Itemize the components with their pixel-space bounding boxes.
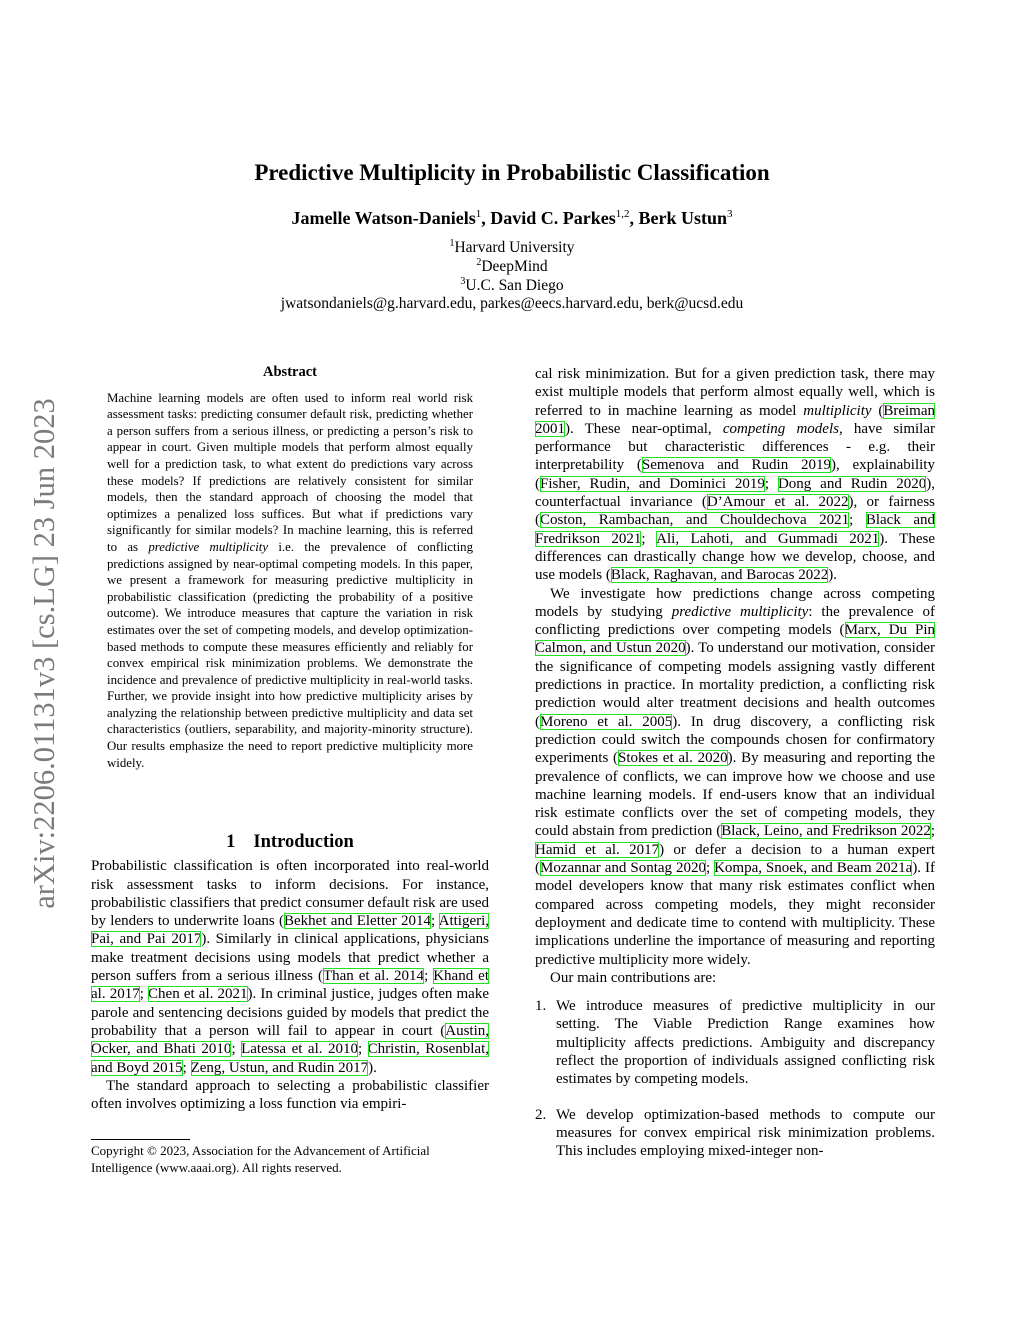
text-run: ) or defer a decision to a human expert ( (535, 841, 935, 877)
citation-link[interactable]: Black and Fredrikson 2021 (535, 512, 935, 547)
emphasis: predictive multiplicity (671, 603, 809, 620)
author-emails: jwatsondaniels@g.harvard.edu, parkes@eecs.harvard.edu, berk@ucsd.edu (280, 295, 744, 312)
citation-link[interactable]: Bekhet and Eletter 2014 (284, 913, 431, 930)
text-run: ). In drug discovery, a conflicting risk prediction could switch the compounds chosen for confirmatory experiments ( (535, 713, 936, 767)
citation-link[interactable]: Black, Leino, and Fredrikson 2022 (721, 823, 931, 840)
author-affiliation-mark: 3 (726, 208, 733, 220)
author-affiliation-mark: 1 (475, 208, 482, 220)
text-run: ( (871, 402, 884, 419)
affiliation (0, 276, 1024, 295)
citation-link[interactable]: Hamid et al. 2017 (535, 841, 660, 858)
text-run: ). By measuring and reporting the prevalence of conflicts, we can improve how we choose and use machine learning models. If end-users know that an individual risk estimate conflicts over the set of competing models, they could abstain from prediction ( (535, 750, 936, 840)
citation-link[interactable]: Christin, Rosenblat, and Boyd 2015 (91, 1041, 489, 1076)
citation-link[interactable]: Semenova and Rudin 2019 (641, 457, 831, 474)
author-separator: , (629, 208, 639, 228)
list-number: 1. (535, 998, 547, 1015)
paragraph: The standard approach to selecting a probabilistic classifier often involves optimizing a loss function via empiri- (91, 1077, 489, 1113)
author-separator: , (481, 208, 491, 228)
text-run: ). (368, 1059, 377, 1076)
contributions-list (535, 997, 935, 1160)
citation-link[interactable]: Breiman 2001 (535, 402, 935, 437)
list-item (535, 997, 935, 1088)
text-run: ; (139, 986, 149, 1003)
citation-link[interactable]: Than et al. 2014 (322, 968, 425, 985)
emphasis: predictive multiplicity (148, 539, 269, 554)
citation-link[interactable]: Ali, Lahoti, and Gummadi 2021 (656, 530, 880, 547)
citation-link[interactable]: Chen et al. 2021 (148, 986, 248, 1003)
text-run: cal risk minimization. But for a given prediction task, there may exist multiple models that perform almost equally well, which is referred to in machine learning as model (535, 366, 935, 419)
citation-link[interactable]: Stokes et al. 2020 (618, 750, 728, 767)
text-run: ; (424, 968, 434, 985)
list-number: 2. (535, 1106, 547, 1123)
emphasis: competing models (722, 420, 839, 437)
text-run: ; (641, 530, 657, 547)
citation-link[interactable]: Marx, Du Pin Calmon, and Ustun 2020 (535, 622, 935, 657)
author-name: Jamelle Watson-Daniels (291, 208, 476, 228)
affiliation-mark: 2 (476, 257, 482, 268)
text-run: ). Similarly in clinical applications, physicians make treatment decisions using models that predict whether a person suffers from a serious illness ( (91, 931, 489, 985)
text-run: ). These differences can drastically change how we develop, choose, and use models ( (535, 530, 935, 584)
footnote-rule (91, 1139, 190, 1140)
author-name: Berk Ustun (638, 208, 727, 228)
paragraph: Our main contributions are: (550, 969, 717, 986)
section-number: 1 (226, 832, 236, 852)
emphasis: multiplicity (803, 402, 872, 419)
list-item-text: We develop optimization-based methods to compute our measures for convex empirical risk minimization problems. This includes employing mixed-integer non- (556, 1106, 935, 1160)
text-run: ; (764, 475, 778, 492)
citation-link[interactable]: Coston, Rambachan, and Chouldechova 2021 (540, 512, 850, 529)
citation-link[interactable]: Khand et al. 2017 (91, 968, 489, 1003)
citation-link[interactable]: Zeng, Ustun, and Rudin 2017 (190, 1059, 369, 1076)
introduction-section (91, 833, 489, 1113)
citation-link[interactable]: Moreno et al. 2005 (540, 713, 673, 730)
author-name: David C. Parkes (490, 208, 616, 228)
citation-link[interactable]: Latessa et al. 2010 (241, 1041, 358, 1058)
affiliation-mark: 3 (460, 276, 466, 287)
text-run: ). To understand our motivation, consider the significance of competing models assigning vastly different predictions in practice. In mortality prediction, a conflicting risk prediction would alter treatment decisions and health outcomes ( (535, 640, 935, 730)
text-run: ; (182, 1059, 191, 1076)
text-run: : the prevalence of conflicting predictions over competing models ( (535, 603, 935, 639)
text-run: ). In criminal justice, judges often make parole and sentencing decisions guided by models that predict the probability that a person will fail to appear in court ( (91, 986, 489, 1039)
citation-link[interactable]: Mozannar and Sontag 2020 (540, 860, 706, 877)
text-run: ; (430, 913, 439, 930)
paragraph (535, 585, 935, 969)
text-run: ). If model developers know that many risk estimates conflict when compared across competing models, they might reconsider deployment and dedicate time to contend with multiplicity. These implications underline the importance of measuring and reporting predictive multiplicity more widely. (535, 860, 935, 968)
affiliation-name: DeepMind (481, 258, 548, 276)
text-run: ; (357, 1041, 368, 1058)
text-run: ). (828, 567, 838, 584)
affiliation-name: Harvard University (454, 239, 575, 257)
paragraph (535, 365, 935, 585)
section-title: Introduction (253, 832, 354, 852)
abstract-text (107, 390, 473, 772)
arxiv-id: arXiv:2206.01131v3 [cs.LG] 23 Jun 2023 (26, 397, 61, 909)
affiliation-mark: 1 (449, 238, 455, 249)
paper-title: Predictive Multiplicity in Probabilistic Classification (254, 160, 770, 185)
section-heading (91, 833, 489, 851)
text-run: ; (231, 1041, 242, 1058)
text-run: ), or fairness ( (535, 494, 935, 529)
abstract (107, 364, 473, 771)
abstract-heading: Abstract (263, 364, 317, 380)
author-affiliation-mark: 1,2 (615, 208, 630, 220)
citation-link[interactable]: Austin, Ocker, and Bhati 2010 (91, 1022, 489, 1058)
copyright-footnote: Copyright © 2023, Association for the Advancement of Artificial Intelligence (www.aaai.org). All rights reserved. (91, 1143, 430, 1175)
text-run: Probabilistic classification is often incorporated into real-world risk assessment tasks to inform decisions. For instance, probabilistic classifiers that predict consumer default risk are used by lenders to underwrite loans ( (91, 858, 489, 930)
text-run: ; (705, 860, 715, 877)
paragraph (91, 857, 489, 1077)
list-item-text: We introduce measures of predictive multiplicity in our setting. The Viable Prediction Range examines how multiplicity affects predictions. Ambiguity and discrepancy reflect the proportion of individuals assigned conflicting risk estimates by competing models. (556, 998, 935, 1088)
arxiv-stamp (18, 362, 70, 944)
text-run: i.e. the prevalence of conflicting predictions assigned by near-optimal competing models. In this paper, we present a framework for measuring predictive multiplicity in probabilistic classification (predicting the probability of a positive outcome). We introduce measures that capture the variation in risk estimates over the set of competing models, and develop optimization-based methods to compute these measures efficiently and reliably for convex empirical risk minimization problems. We demonstrate the incidence and prevalence of predictive multiplicity in real-world tasks. Further, we provide insight into how predictive multiplicity arises by analyzing the relationship between predictive multiplicity and data set characteristics (outliers, separability, and majority-minority structure). Our results emphasize the need to report predictive multiplicity more widely. (107, 539, 473, 770)
affiliation-name: U.C. San Diego (465, 277, 564, 295)
text-run: ), counterfactual invariance ( (535, 475, 935, 511)
citation-link[interactable]: Black, Raghavan, and Barocas 2022 (610, 567, 829, 584)
affiliation (0, 257, 1024, 276)
right-column (535, 365, 935, 1177)
text-run: Machine learning models are often used to inform real world risk assessment tasks: predicting consumer default risk, predicting whether a person suffers from a serious illness, or predicting a person’s risk to appear in court. Given multiple models that perform almost equally well for a prediction task, to what extent do predictions vary across these models? If predictions are relatively consistent for similar models, then the standard approach of choosing the model that optimizes a penalized loss suffices. But what if predictions vary significantly for similar models? In machine learning, this is referred to as (107, 390, 473, 554)
text-run: ). These near-optimal, (565, 420, 723, 437)
text-run: We investigate how predictions change across competing models by studying (535, 585, 935, 620)
author-list (0, 208, 1024, 229)
citation-link[interactable]: Attigeri, Pai, and Pai 2017 (91, 913, 490, 948)
citation-link[interactable]: Kompa, Snoek, and Beam 2021a (714, 860, 913, 877)
list-item (535, 1106, 935, 1161)
citation-link[interactable]: Fisher, Rudin, and Dominici 2019 (540, 475, 765, 492)
citation-link[interactable]: D’Amour et al. 2022 (706, 494, 849, 511)
text-run: , have similar performance but characteristic differences - e.g. their interpretability ( (535, 420, 935, 474)
text-run: ; (930, 823, 935, 840)
citation-link[interactable]: Dong and Rudin 2020 (777, 475, 927, 492)
affiliation (0, 238, 1024, 257)
text-run: ; (849, 512, 866, 529)
text-run: ), explainability ( (535, 457, 935, 492)
